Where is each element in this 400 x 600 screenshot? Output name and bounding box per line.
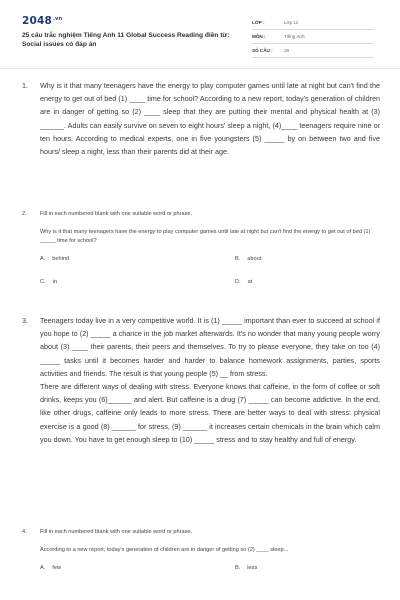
meta-value: Lớp 11 [284, 20, 299, 25]
question-4 [22, 528, 380, 577]
passage-paragraph: There are different ways of dealing with stress. Everyone knows that caffeine, in the form of coffee or soft drinks, keeps you (6)______ and alert. But caffeine is a drug (7) _____ can become addictive. In the end, like other drugs, caffeine only leads to more stress. There are better ways to deal with stress: physical exercise is a good (8) ______ for stress, (9) ______ it increases certain chemicals in the brain which calm you down. You have to get enough sleep to (10) _____ stress and to stay healthy and full of energy. [40, 382, 380, 444]
question-body [40, 528, 380, 577]
question-body [40, 314, 380, 446]
option-letter: B. [235, 256, 241, 262]
option-letter: A. [40, 565, 46, 571]
option-letter: D. [235, 279, 241, 285]
question-stem: Why is it that many teenagers have the energy to play computer games until late at night but can't find the energy to get out of bed (1) _____ time for school? [40, 229, 371, 244]
question-body [40, 210, 380, 291]
question-1 [22, 79, 380, 158]
option-text: behind [52, 256, 70, 262]
option-b[interactable] [235, 255, 261, 264]
question-number: 1. [22, 81, 28, 90]
meta-row-class [252, 16, 374, 30]
meta-label: LỚP : [252, 20, 265, 25]
options-row [40, 255, 380, 268]
option-c[interactable] [40, 278, 57, 287]
logo-sub: .vn [53, 15, 63, 22]
option-d[interactable] [235, 278, 252, 287]
site-logo[interactable] [22, 15, 62, 27]
question-body [40, 79, 380, 158]
option-letter: C. [40, 279, 46, 285]
meta-label: SỐ CÂU : [252, 48, 273, 53]
option-b[interactable] [235, 564, 257, 573]
question-number: 2. [22, 211, 27, 217]
option-text: few [52, 565, 62, 571]
meta-row-subject [252, 30, 374, 44]
option-text: about [247, 256, 262, 262]
option-a[interactable] [40, 255, 69, 264]
meta-row-count [252, 44, 374, 58]
meta-value: 28 [284, 48, 290, 53]
option-a[interactable] [40, 564, 61, 573]
meta-table [252, 16, 374, 58]
question-number: 4. [22, 529, 27, 535]
options-row [40, 564, 380, 577]
option-text: in [52, 279, 57, 285]
document-title: 25 câu trắc nghiệm Tiếng Anh 11 Global Success Reading điền từ: Social issues có đáp án [22, 32, 230, 48]
header-divider [0, 68, 400, 69]
question-number: 3. [22, 316, 28, 325]
options-row [40, 278, 380, 291]
logo-main: 2048 [22, 15, 53, 27]
meta-label: MÔN : [252, 34, 266, 39]
page-header [0, 0, 400, 62]
question-stem: According to a new report, today's generation of children are in danger of getting so (2) ____ sleep... [40, 547, 289, 553]
question-instruction: Fill in each numbered blank with one suitable word or phrase. [40, 529, 193, 535]
option-letter: A. [40, 256, 46, 262]
question-3 [22, 314, 380, 446]
question-instruction: Fill in each numbered blank with one suitable word or phrase. [40, 211, 193, 217]
passage-paragraph: Teenagers today live in a very competitive world. It is (1) _____ important than ever to succeed at school if you hope to (2) _____ a chance in the job market afterwards. It's no wonder that many young people worry about (3) ____ their parents, their peers and themselves. To try to please everyone, they take on too (4) _____ tasks until it becomes harder and harder to balance homework assignments, parties, sports activities and friends. The result is that young people (5) __ from stress. [40, 316, 380, 378]
question-2 [22, 210, 380, 291]
meta-value: Tiếng Anh [284, 34, 305, 39]
option-text: at [247, 279, 253, 285]
option-text: less [247, 565, 258, 571]
option-letter: B. [235, 565, 241, 571]
passage-paragraph: Why is it that many teenagers have the energy to play computer games until late at night but can't find the energy to get out of bed (1) ____ time for school? According to a new report, today's generation of children are in danger of getting so (2) ____ sleep that they are putting their mental and physical health at (3) ______. Adults can easily survive on seven to eight hours' sleep a night, (4)____ teenagers require nine or ten hours. According to medical experts, one in five youngsters (5) _____ by on between two and five hours/ sleep a night, less than their parents did at their age. [40, 81, 380, 157]
